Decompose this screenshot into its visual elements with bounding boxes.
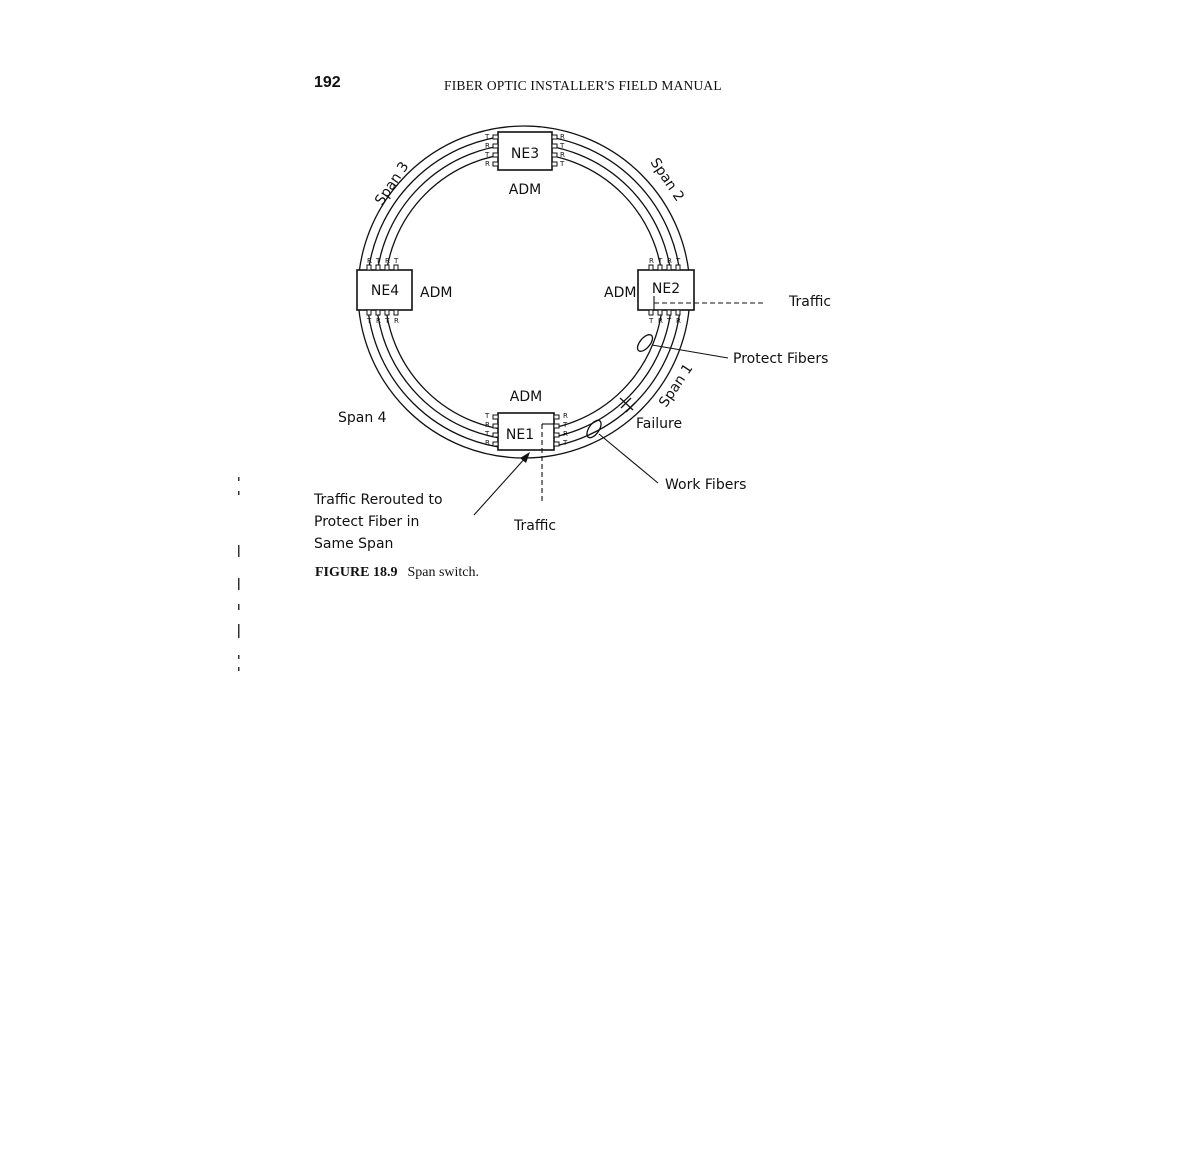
port-letter: T xyxy=(658,257,663,265)
traffic-label-ne1: Traffic xyxy=(514,518,557,534)
port xyxy=(649,265,653,270)
port-letter: T xyxy=(560,142,565,150)
span-1-label: Span 1 xyxy=(656,361,697,411)
port-letter: R xyxy=(485,421,490,429)
port-letter: R xyxy=(385,257,390,265)
port xyxy=(493,162,498,166)
port xyxy=(376,310,380,315)
failure-break-mark xyxy=(620,398,636,412)
node-ne1-type: ADM xyxy=(509,389,543,405)
port-letter: T xyxy=(560,160,565,168)
port-letter: R xyxy=(560,133,565,141)
port xyxy=(493,424,498,428)
port-letter: R xyxy=(563,430,568,438)
protect-fibers-label: Protect Fibers xyxy=(733,351,829,367)
port-letter: T xyxy=(485,133,490,141)
node-ne4 xyxy=(357,265,452,315)
port xyxy=(658,310,662,315)
port-letter: T xyxy=(563,439,568,447)
port-letter: T xyxy=(485,151,490,159)
span-3-label: Span 3 xyxy=(372,159,413,209)
node-ne1-label: NE1 xyxy=(505,427,535,443)
protect-fibers-ellipse xyxy=(635,332,656,354)
node-ne4-type: ADM xyxy=(420,285,453,301)
node-ne3 xyxy=(493,132,557,198)
rerouted-label-line2: Protect Fiber in xyxy=(314,514,420,530)
port-letter: T xyxy=(485,430,490,438)
port-letter: R xyxy=(563,412,568,420)
port-letter: R xyxy=(667,257,672,265)
port xyxy=(493,153,498,157)
port xyxy=(493,135,498,139)
span-4-label: Span 4 xyxy=(338,410,387,426)
port xyxy=(552,153,557,157)
port xyxy=(385,310,389,315)
node-ne3-label: NE3 xyxy=(510,146,540,162)
port xyxy=(552,144,557,148)
port xyxy=(376,265,380,270)
port xyxy=(394,310,398,315)
port xyxy=(676,265,680,270)
protect-fibers-leader xyxy=(652,345,728,358)
port-letter: R xyxy=(485,160,490,168)
port xyxy=(367,310,371,315)
port-letter: R xyxy=(394,317,399,325)
port xyxy=(554,424,559,428)
running-header: FIBER OPTIC INSTALLER'S FIELD MANUAL xyxy=(444,78,722,93)
port xyxy=(552,162,557,166)
figure-number: FIGURE 18.9 xyxy=(315,565,398,580)
figure-caption-text: Span switch. xyxy=(407,565,480,580)
port xyxy=(385,265,389,270)
port xyxy=(658,265,662,270)
port-letter: R xyxy=(367,257,372,265)
node-ne2-label: NE2 xyxy=(651,281,681,297)
span-2-label: Span 2 xyxy=(646,155,688,205)
page-number: 192 xyxy=(314,74,341,91)
port-letter: T xyxy=(676,257,681,265)
port xyxy=(667,310,671,315)
port xyxy=(554,442,559,446)
port-letter: R xyxy=(485,439,490,447)
port xyxy=(552,135,557,139)
node-ne1 xyxy=(493,389,559,450)
port xyxy=(493,144,498,148)
node-ne2-type: ADM xyxy=(604,285,637,301)
scan-specks xyxy=(238,477,240,671)
failure-label: Failure xyxy=(636,416,683,432)
rerouted-label-line3: Same Span xyxy=(314,536,394,552)
port-letter: R xyxy=(658,317,663,325)
work-fibers-label: Work Fibers xyxy=(665,477,747,493)
port xyxy=(667,265,671,270)
port xyxy=(493,433,498,437)
port xyxy=(554,433,559,437)
node-ne3-type: ADM xyxy=(508,182,542,198)
port-letter: R xyxy=(376,317,381,325)
rerouted-label-line1: Traffic Rerouted to xyxy=(314,492,443,508)
port-letter: R xyxy=(676,317,681,325)
port xyxy=(394,265,398,270)
port-letter: T xyxy=(667,317,672,325)
port xyxy=(649,310,653,315)
port-letter: T xyxy=(385,317,390,325)
node-ne2 xyxy=(604,265,694,315)
port xyxy=(676,310,680,315)
reroute-arrow-line xyxy=(474,456,527,515)
port-letter: T xyxy=(563,421,568,429)
port-letter: T xyxy=(376,257,381,265)
figure-caption xyxy=(315,565,479,581)
port-letter: R xyxy=(560,151,565,159)
port-letter: R xyxy=(649,257,654,265)
port xyxy=(493,442,498,446)
port-letter: T xyxy=(367,317,372,325)
port-letter: T xyxy=(394,257,399,265)
port-letter: T xyxy=(649,317,654,325)
port xyxy=(554,415,559,419)
port-letter: R xyxy=(485,142,490,150)
node-ne4-label: NE4 xyxy=(370,283,400,299)
port xyxy=(367,265,371,270)
port xyxy=(493,415,498,419)
traffic-label-ne2: Traffic xyxy=(789,294,832,310)
work-fibers-leader xyxy=(599,434,658,483)
port-letter: T xyxy=(485,412,490,420)
